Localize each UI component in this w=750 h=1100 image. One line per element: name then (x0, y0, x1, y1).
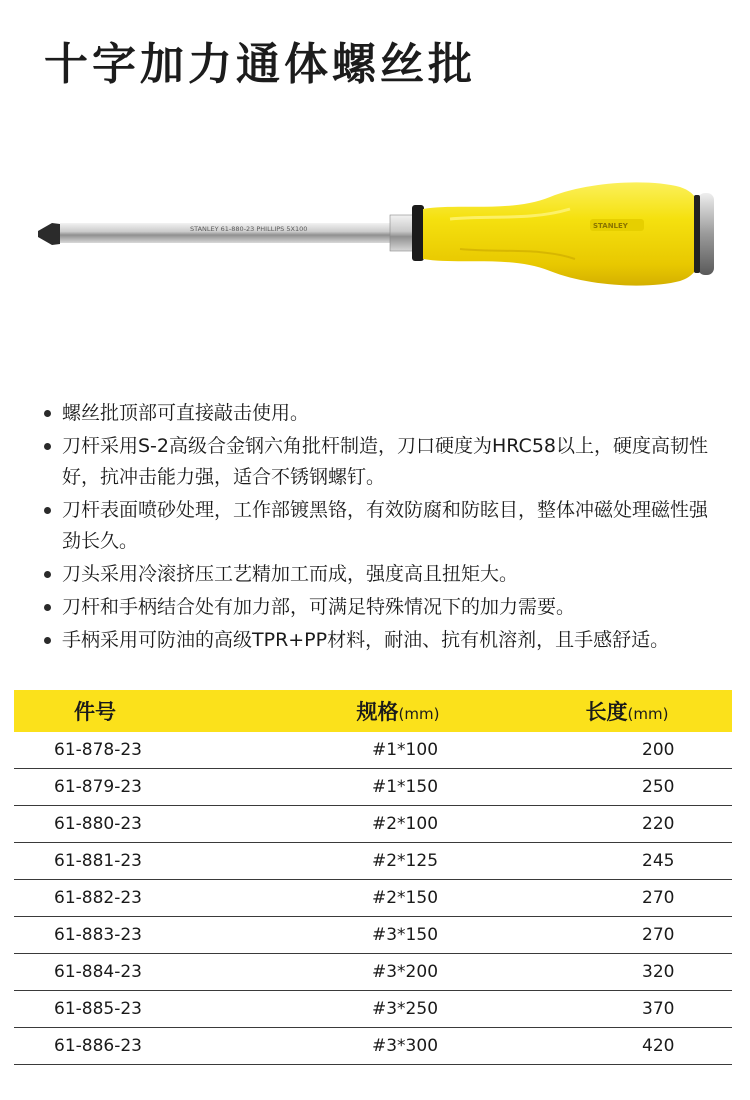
feature-list (42, 398, 722, 658)
cell-part-no: 61-885-23 (14, 991, 274, 1028)
cell-length: 200 (522, 732, 732, 769)
cell-length: 320 (522, 954, 732, 991)
handle (423, 182, 702, 285)
table-row (14, 954, 732, 991)
page-title: 十字加力通体螺丝批 (44, 39, 476, 90)
header-part-no: 件号 (74, 700, 116, 724)
cell-part-no: 61-884-23 (14, 954, 274, 991)
end-cap (698, 193, 714, 275)
cell-spec: #2*100 (274, 806, 522, 843)
cell-length: 420 (522, 1028, 732, 1065)
header-length: 长度(mm) (585, 700, 669, 724)
hex-bolster (390, 215, 414, 251)
table-row (14, 806, 732, 843)
cell-length: 270 (522, 917, 732, 954)
feature-item: 刀杆表面喷砂处理，工作部镀黑铬，有效防腐和防眩目，整体冲磁处理磁性强劲长久。 (42, 495, 722, 557)
cell-part-no: 61-880-23 (14, 806, 274, 843)
feature-item: 刀头采用冷滚挤压工艺精加工而成，强度高且扭矩大。 (42, 559, 722, 590)
cell-part-no: 61-883-23 (14, 917, 274, 954)
feature-item: 螺丝批顶部可直接敲击使用。 (42, 398, 722, 429)
feature-item: 刀杆采用S-2高级合金钢六角批杆制造，刀口硬度为HRC58以上，硬度高韧性好，抗冲击能力强，适合不锈钢螺钉。 (42, 431, 722, 493)
cell-part-no: 61-886-23 (14, 1028, 274, 1065)
feature-item: 刀杆和手柄结合处有加力部，可满足特殊情况下的加力需要。 (42, 592, 722, 623)
handle-brand: STANLEY (593, 222, 628, 230)
cell-spec: #1*100 (274, 732, 522, 769)
phillips-tip (38, 223, 60, 245)
table-row (14, 1028, 732, 1065)
table-row (14, 880, 732, 917)
cell-spec: #3*250 (274, 991, 522, 1028)
cell-spec: #2*150 (274, 880, 522, 917)
feature-item: 手柄采用可防油的高级TPR+PP材料，耐油、抗有机溶剂，且手感舒适。 (42, 625, 722, 656)
cell-spec: #3*300 (274, 1028, 522, 1065)
cell-length: 250 (522, 769, 732, 806)
spec-table (14, 690, 732, 1065)
cell-part-no: 61-879-23 (14, 769, 274, 806)
cell-length: 220 (522, 806, 732, 843)
cell-spec: #3*200 (274, 954, 522, 991)
shaft-print: STANLEY 61-880-23 PHILLIPS 5X100 (190, 225, 308, 233)
table-row (14, 917, 732, 954)
cell-part-no: 61-881-23 (14, 843, 274, 880)
cell-length: 370 (522, 991, 732, 1028)
cell-length: 245 (522, 843, 732, 880)
header-spec: 规格(mm) (356, 700, 440, 724)
table-row (14, 732, 732, 769)
cell-part-no: 61-878-23 (14, 732, 274, 769)
cell-length: 270 (522, 880, 732, 917)
cell-spec: #3*150 (274, 917, 522, 954)
cell-spec: #2*125 (274, 843, 522, 880)
screwdriver-image (30, 175, 720, 295)
table-header-row (14, 690, 732, 732)
table-row (14, 843, 732, 880)
table-row (14, 991, 732, 1028)
table-row (14, 769, 732, 806)
cell-part-no: 61-882-23 (14, 880, 274, 917)
black-ring (412, 205, 424, 261)
cell-spec: #1*150 (274, 769, 522, 806)
